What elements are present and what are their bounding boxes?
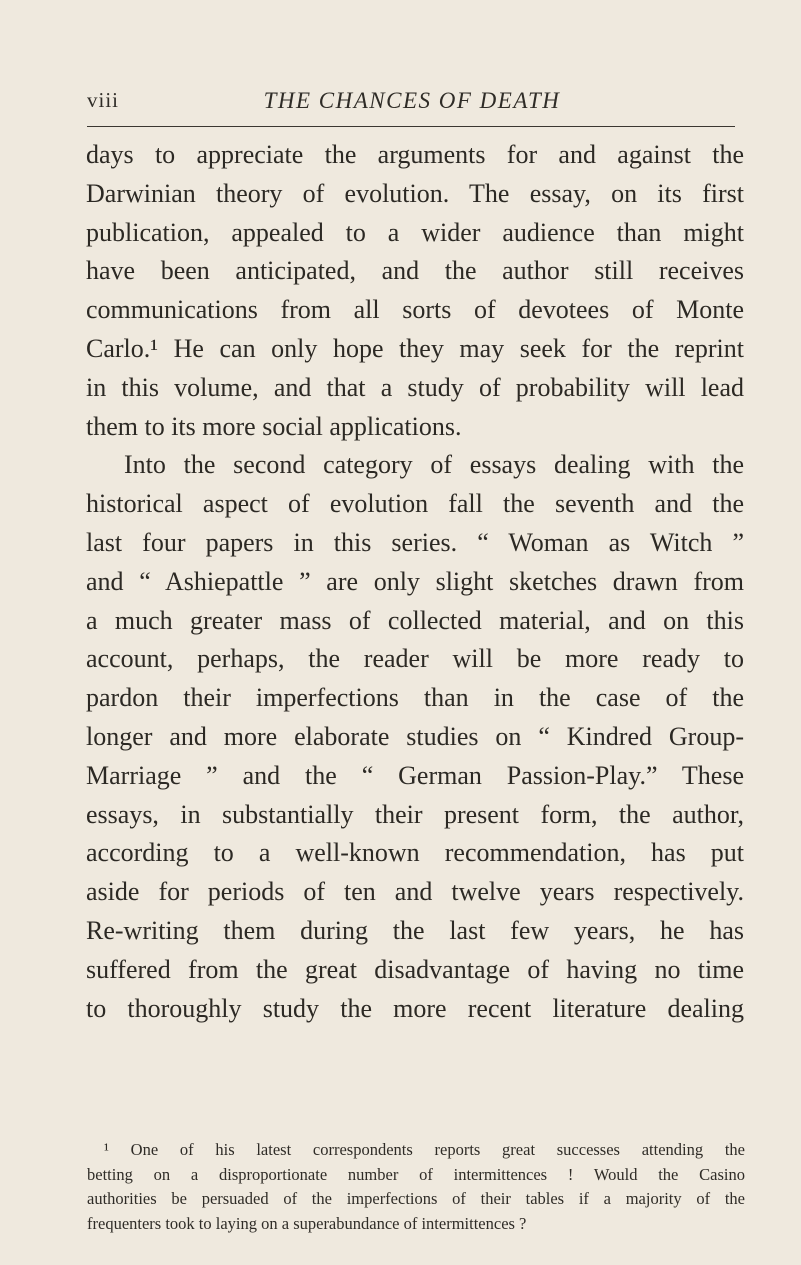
body-line: and “ Ashiepattle ” are only slight sketches drawn from <box>86 566 744 596</box>
body-line: aside for periods of ten and twelve years respectively. <box>86 877 744 907</box>
page-header <box>87 88 737 122</box>
body-line: Re-writing them during the last few years, he has <box>86 915 744 945</box>
body-line: essays, in substantially their present form, the author, <box>86 799 744 829</box>
body-line: last four papers in this series. “ Woman as Witch ” <box>86 527 744 557</box>
body-line: suffered from the great disadvantage of having no time <box>86 954 744 984</box>
body-line: pardon their imperfections than in the case of the <box>86 683 744 713</box>
body-line: account, perhaps, the reader will be more ready to <box>86 644 744 674</box>
header-rule <box>87 126 735 127</box>
body-line: Carlo.¹ He can only hope they may seek for the reprint <box>86 333 744 363</box>
footnote-line: authorities be persuaded of the imperfections of their tables if a majority of the <box>87 1189 745 1208</box>
footnote-line: betting on a disproportionate number of intermittences ! Would the Casino <box>87 1164 745 1184</box>
body-line: historical aspect of evolution fall the seventh and the <box>86 489 744 519</box>
body-line: Marriage ” and the “ German Passion-Play.” These <box>86 760 744 790</box>
body-line: them to its more social applications. <box>86 411 462 441</box>
footnote <box>87 1138 745 1236</box>
footnote-line: frequenters took to laying on a superabundance of intermittences ? <box>87 1213 527 1233</box>
body-line: have been anticipated, and the author still receives <box>86 256 744 286</box>
body-line: Into the second category of essays dealing with the <box>124 450 744 480</box>
body-line: communications from all sorts of devotees of Monte <box>86 295 744 325</box>
body-line: publication, appealed to a wider audience than might <box>86 217 744 247</box>
body-line: longer and more elaborate studies on “ Kindred Group- <box>86 721 744 751</box>
footnote-line: ¹ One of his latest correspondents reports great successes attending the <box>104 1140 745 1159</box>
body-line: in this volume, and that a study of probability will lead <box>86 372 744 402</box>
body-line: Darwinian theory of evolution. The essay, on its first <box>86 178 744 208</box>
body-text <box>86 136 744 1028</box>
page-number: viii <box>87 88 120 112</box>
body-line: days to appreciate the arguments for and against the <box>86 140 744 169</box>
body-line: to thoroughly study the more recent literature dealing <box>86 993 744 1023</box>
body-line: a much greater mass of collected material, and on this <box>86 605 744 635</box>
body-line: according to a well-known recommendation, has put <box>86 838 744 868</box>
running-title: THE CHANCES OF DEATH <box>263 88 561 113</box>
